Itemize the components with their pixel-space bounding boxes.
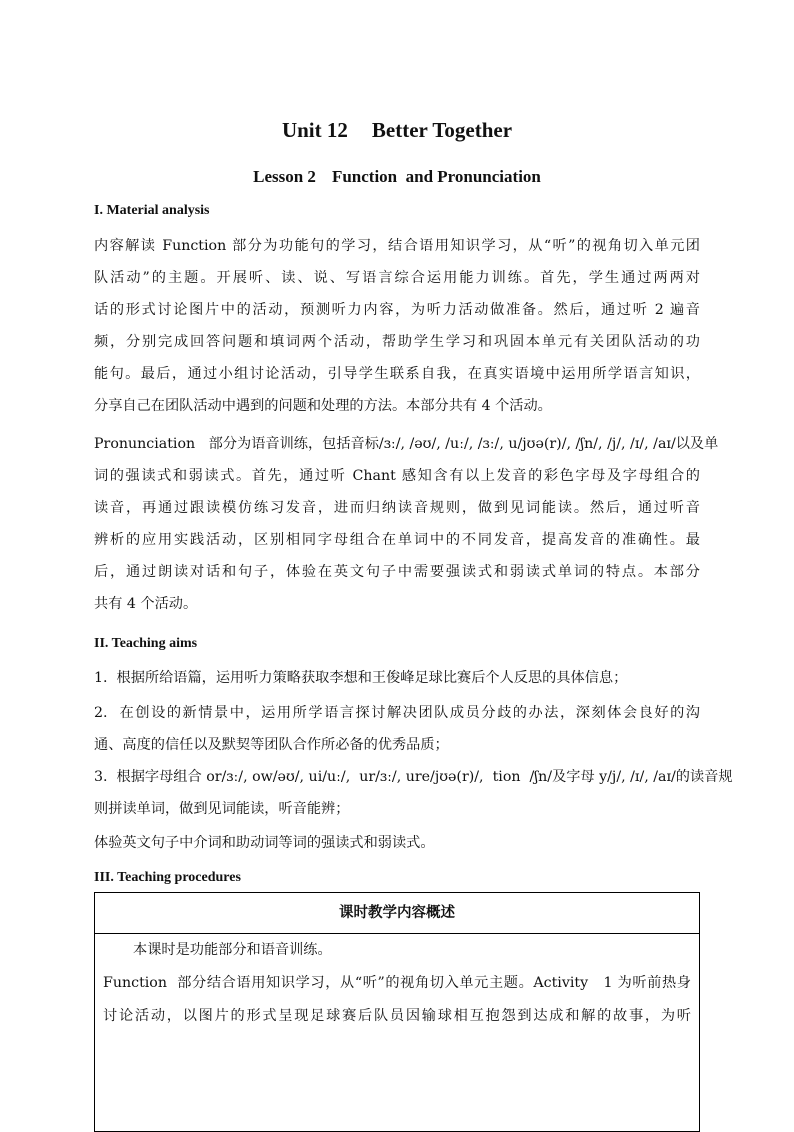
lesson-topic: Function and Pronunciation xyxy=(331,167,541,186)
table-header: 课时教学内容概述 xyxy=(95,893,699,934)
material-analysis-paragraph-pronunciation xyxy=(94,428,719,620)
text-line: 内容解读 Function 部分为功能句的学习，结合语用知识学习，从“听”的视角切入单元团 xyxy=(94,238,700,254)
text-line: 后，通过朗读对话和句子，体验在英文句子中需要强读式和弱读式单词的特点。本部分 xyxy=(94,564,700,580)
text-line: 共有 4 个活动。 xyxy=(94,596,198,612)
unit-title xyxy=(0,118,794,143)
text-line: 能句。最后，通过小组讨论活动，引导学生联系自我，在真实语境中运用所学语言知识， xyxy=(94,366,700,382)
lesson-title xyxy=(0,167,794,187)
section-heading-teaching-procedures: III. Teaching procedures xyxy=(94,870,241,885)
material-analysis-paragraph-function xyxy=(94,230,700,422)
unit-name: Better Together xyxy=(371,118,513,142)
section-heading-teaching-aims: II. Teaching aims xyxy=(94,636,198,651)
lesson-number: Lesson 2 xyxy=(253,167,316,186)
text-line: 辨析的应用实践活动，区别相同字母组合在单词中的不同发音，提高发音的准确性。最 xyxy=(94,532,700,548)
text-line: 词的强读式和弱读式。首先，通过听 Chant 感知含有以上发音的彩色字母及字母组合的 xyxy=(94,468,700,484)
teaching-aim-4 xyxy=(94,827,700,859)
text-line: 体验英文句子中介词和助动词等词的强读式和弱读式。 xyxy=(94,835,435,851)
text-line: 话的形式讨论图片中的活动，预测听力内容，为听力活动做准备。然后，通过听 2 遍音 xyxy=(94,302,700,318)
text-line: Pronunciation 部分为语音训练，包括音标/ɜː/, /əʊ/, /uː/, /ɜː/, u/jʊə(r)/, /ʃn/, /j/, /ɪ/, /aɪ/以及单 xyxy=(94,436,719,452)
teaching-aim-2 xyxy=(94,697,700,761)
text-line: 本课时是功能部分和语音训练。 xyxy=(133,942,332,958)
text-line: 队活动”的主题。开展听、读、说、写语言综合运用能力训练。首先，学生通过两两对 xyxy=(94,270,700,286)
text-line: 1. 根据所给语篇，运用听力策略获取李想和王俊峰足球比赛后个人反思的具体信息； xyxy=(94,670,628,686)
text-line: 读音，再通过跟读模仿练习发音，进而归纳读音规则，做到见词能读。然后，通过听音 xyxy=(94,500,700,516)
table-cell xyxy=(95,934,699,1033)
text-line: 通、高度的信任以及默契等团队合作所必备的优秀品质； xyxy=(94,737,449,753)
text-line: 频，分别完成回答问题和填词两个活动，帮助学生学习和巩固本单元有关团队活动的功 xyxy=(94,334,700,350)
text-line: 2. 在创设的新情景中，运用所学语言探讨解决团队成员分歧的办法，深刻体会良好的沟 xyxy=(94,705,700,721)
text-line: Function 部分结合语用知识学习，从“听”的视角切入单元主题。Activity 1 为听前热身 xyxy=(103,975,691,991)
teaching-aim-3 xyxy=(94,761,733,825)
unit-number: Unit 12 xyxy=(281,118,348,142)
teaching-aim-1 xyxy=(94,662,700,694)
text-line: 3. 根据字母组合 or/ɜː/, ow/əʊ/, ui/uː/, ur/ɜː/, ure/jʊə(r)/, tion /ʃn/及字母 y/j/, /ɪ/, /aɪ/的读音规 xyxy=(94,769,733,785)
text-line: 分享自己在团队活动中遇到的问题和处理的方法。本部分共有 4 个活动。 xyxy=(94,398,552,414)
text-line: 讨论活动，以图片的形式呈现足球赛后队员因输球相互抱怨到达成和解的故事，为听 xyxy=(103,1008,691,1024)
section-heading-material-analysis: I. Material analysis xyxy=(94,203,210,218)
procedures-table xyxy=(94,892,700,1132)
text-line: 则拼读单词，做到见词能读，听音能辨； xyxy=(94,801,350,817)
